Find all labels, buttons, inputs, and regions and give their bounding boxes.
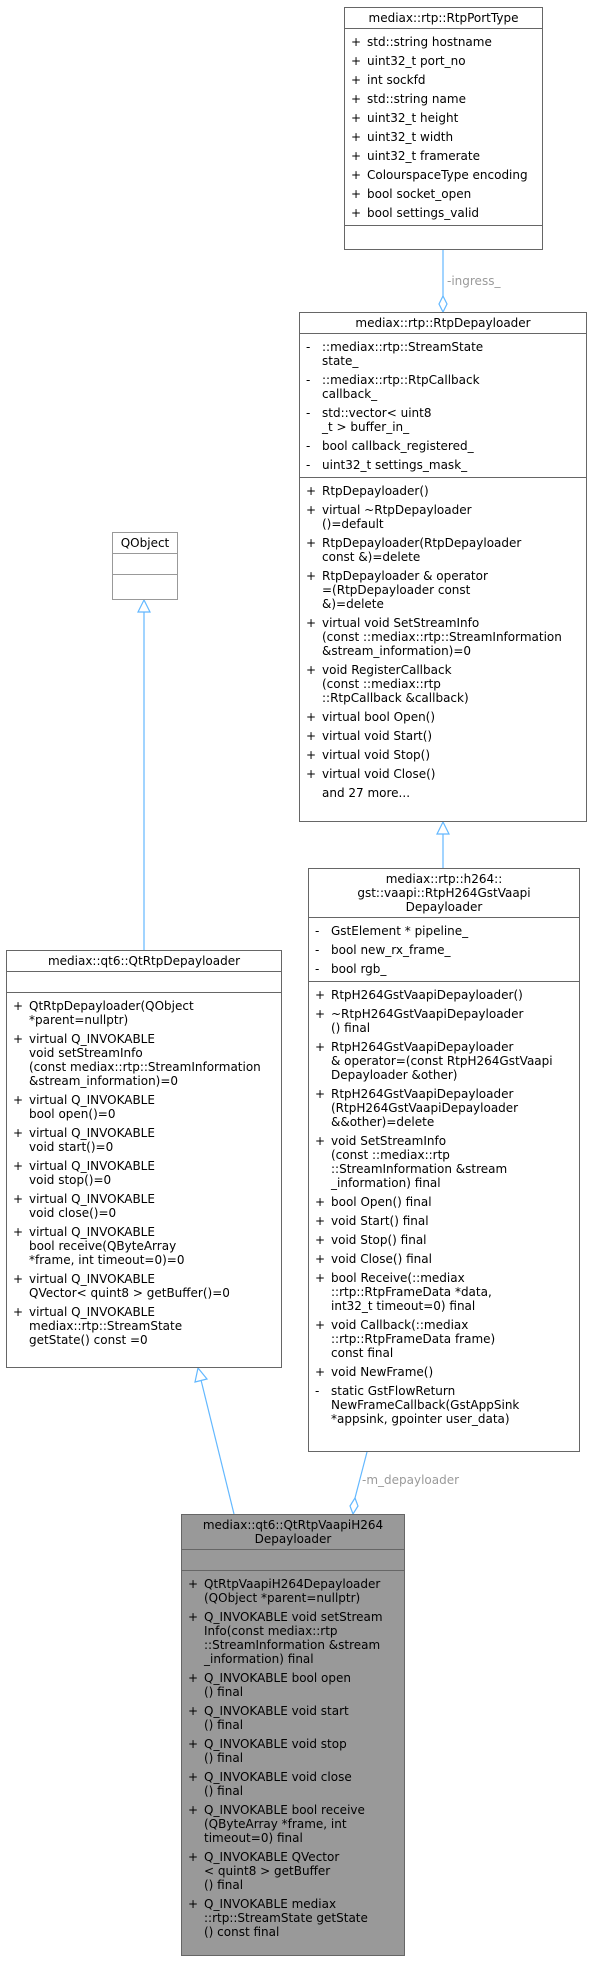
method-text: virtual void Close() xyxy=(322,767,436,781)
attributes-section xyxy=(300,334,586,478)
visibility-marker: - xyxy=(306,373,311,387)
method-text: Q_INVOKABLE mediax ::rtp::StreamState getState () const final xyxy=(204,1897,368,1939)
method-text: void Close() final xyxy=(331,1252,432,1266)
method-text: bool Open() final xyxy=(331,1195,432,1209)
visibility-marker: + xyxy=(315,1252,326,1266)
attribute-item xyxy=(300,436,586,455)
method-text: virtual Q_INVOKABLE mediax::rtp::StreamState getState() const =0 xyxy=(29,1305,183,1347)
class-rtp-depayloader[interactable] xyxy=(299,312,587,822)
method-text: Q_INVOKABLE void close () final xyxy=(204,1770,352,1798)
visibility-marker: + xyxy=(13,1272,24,1286)
attribute-item xyxy=(309,959,579,978)
visibility-marker: + xyxy=(13,1159,24,1173)
method-item xyxy=(300,500,586,533)
method-text: RtpDepayloader(RtpDepayloader const &)=delete xyxy=(322,536,522,564)
attribute-item xyxy=(345,127,542,146)
attribute-text: std::string hostname xyxy=(367,35,492,49)
method-text: Q_INVOKABLE void setStream Info(const mediax::rtp ::StreamInformation &stream _information) final xyxy=(204,1610,383,1666)
visibility-marker: + xyxy=(351,92,362,106)
method-text: Q_INVOKABLE void stop () final xyxy=(204,1737,347,1765)
method-text: RtpH264GstVaapiDepayloader & operator=(const RtpH264GstVaapi Depayloader &other) xyxy=(331,1040,553,1082)
qobject-inheritance-arrow xyxy=(138,600,150,612)
attribute-item xyxy=(300,337,586,370)
class-title: mediax::rtp::RtpDepayloader xyxy=(300,313,586,334)
visibility-marker: + xyxy=(306,616,317,630)
method-item xyxy=(309,1211,579,1230)
method-text: virtual Q_INVOKABLE void stop()=0 xyxy=(29,1159,155,1187)
visibility-marker: + xyxy=(351,168,362,182)
attribute-text: bool settings_valid xyxy=(367,206,480,220)
class-title: QObject xyxy=(113,533,177,554)
method-item xyxy=(309,1004,579,1037)
method-item xyxy=(309,985,579,1004)
visibility-marker: + xyxy=(13,1305,24,1319)
visibility-marker: + xyxy=(315,1007,326,1021)
visibility-marker: - xyxy=(306,406,311,420)
method-item xyxy=(309,1131,579,1192)
methods-section xyxy=(113,575,177,595)
method-text: QtRtpVaapiH264Depayloader (QObject *parent=nullptr) xyxy=(204,1577,381,1605)
method-item xyxy=(300,533,586,566)
visibility-marker: + xyxy=(13,1126,24,1140)
visibility-marker: + xyxy=(13,1093,24,1107)
method-item xyxy=(182,1701,404,1734)
method-text: void NewFrame() xyxy=(331,1365,434,1379)
visibility-marker: - xyxy=(306,458,311,472)
attribute-text: ::mediax::rtp::RtpCallback callback_ xyxy=(322,373,480,401)
method-text: virtual Q_INVOKABLE QVector< quint8 > getBuffer()=0 xyxy=(29,1272,230,1300)
attribute-item xyxy=(309,921,579,940)
method-text: ~RtpH264GstVaapiDepayloader () final xyxy=(331,1007,524,1035)
method-item xyxy=(309,1268,579,1315)
method-text: Q_INVOKABLE QVector < quint8 > getBuffer () final xyxy=(204,1850,340,1892)
visibility-marker: - xyxy=(306,439,311,453)
attribute-item xyxy=(345,51,542,70)
visibility-marker: - xyxy=(315,943,320,957)
visibility-marker: + xyxy=(306,569,317,583)
visibility-marker: + xyxy=(188,1897,199,1911)
method-item xyxy=(309,1192,579,1211)
visibility-marker: + xyxy=(306,729,317,743)
visibility-marker: + xyxy=(351,73,362,87)
visibility-marker: + xyxy=(315,1087,326,1101)
visibility-marker: + xyxy=(351,54,362,68)
attributes-section xyxy=(182,1550,404,1571)
method-item xyxy=(7,996,281,1029)
method-item xyxy=(300,783,586,802)
method-text: virtual Q_INVOKABLE void setStreamInfo (const mediax::rtp::StreamInformation &stream_information)=0 xyxy=(29,1032,261,1088)
visibility-marker: + xyxy=(315,1040,326,1054)
visibility-marker: + xyxy=(315,1195,326,1209)
visibility-marker: + xyxy=(13,1225,24,1239)
methods-section xyxy=(309,982,579,1431)
method-text: Q_INVOKABLE bool receive (QByteArray *frame, int timeout=0) final xyxy=(204,1803,365,1845)
class-rtp-h264-gst-vaapi-depayloader[interactable] xyxy=(308,868,580,1452)
attribute-text: bool new_rx_frame_ xyxy=(331,943,451,957)
visibility-marker: + xyxy=(188,1737,199,1751)
visibility-marker: + xyxy=(188,1803,199,1817)
method-text: void Start() final xyxy=(331,1214,429,1228)
method-item xyxy=(182,1767,404,1800)
method-text: virtual Q_INVOKABLE void close()=0 xyxy=(29,1192,155,1220)
visibility-marker: - xyxy=(306,340,311,354)
method-text: virtual ~RtpDepayloader ()=default xyxy=(322,503,472,531)
method-text: virtual void Stop() xyxy=(322,748,431,762)
visibility-marker: + xyxy=(315,1233,326,1247)
method-text: RtpH264GstVaapiDepayloader (RtpH264GstVaapiDepayloader &&other)=delete xyxy=(331,1087,519,1129)
attribute-item xyxy=(345,165,542,184)
attribute-text: uint32_t settings_mask_ xyxy=(322,458,468,472)
method-item xyxy=(7,1123,281,1156)
attribute-item xyxy=(300,455,586,474)
visibility-marker: + xyxy=(306,767,317,781)
attribute-text: uint32_t height xyxy=(367,111,459,125)
method-item xyxy=(182,1607,404,1668)
visibility-marker: + xyxy=(188,1671,199,1685)
method-item xyxy=(300,726,586,745)
attribute-text: ColourspaceType encoding xyxy=(367,168,528,182)
method-text: RtpH264GstVaapiDepayloader() xyxy=(331,988,523,1002)
visibility-marker: + xyxy=(306,536,317,550)
attribute-item xyxy=(300,403,586,436)
attribute-item xyxy=(345,146,542,165)
method-text: virtual void Start() xyxy=(322,729,433,743)
class-qt-rtp-depayloader[interactable] xyxy=(6,950,282,1368)
method-item xyxy=(309,1362,579,1381)
visibility-marker: + xyxy=(315,1134,326,1148)
method-item xyxy=(7,1189,281,1222)
method-text: Q_INVOKABLE bool open () final xyxy=(204,1671,351,1699)
attributes-section xyxy=(309,918,579,982)
class-title: mediax::rtp::h264:: gst::vaapi::RtpH264GstVaapi Depayloader xyxy=(309,869,579,918)
method-item xyxy=(182,1668,404,1701)
rtp-depayloader-inheritance-arrow xyxy=(437,822,449,834)
qt-depayloader-inheritance-edge xyxy=(201,1380,234,1514)
method-item xyxy=(300,707,586,726)
method-item xyxy=(300,481,586,500)
attribute-text: std::string name xyxy=(367,92,466,106)
attribute-text: bool callback_registered_ xyxy=(322,439,474,453)
method-item xyxy=(7,1302,281,1349)
attribute-text: std::vector< uint8 _t > buffer_in_ xyxy=(322,406,432,434)
visibility-marker: - xyxy=(315,924,320,938)
visibility-marker: + xyxy=(306,663,317,677)
class-qt-rtp-vaapi-h264-depayloader[interactable] xyxy=(181,1514,405,1956)
ingress-diamond xyxy=(439,296,447,312)
class-title: mediax::qt6::QtRtpVaapiH264 Depayloader xyxy=(182,1515,404,1550)
visibility-marker: + xyxy=(315,1365,326,1379)
attributes-section xyxy=(113,554,177,575)
attribute-text: ::mediax::rtp::StreamState state_ xyxy=(322,340,484,368)
method-text: RtpDepayloader() xyxy=(322,484,429,498)
attribute-text: uint32_t port_no xyxy=(367,54,466,68)
m-depayloader-diamond xyxy=(350,1498,358,1514)
method-item xyxy=(300,660,586,707)
class-title: mediax::rtp::RtpPortType xyxy=(345,8,542,29)
attribute-text: GstElement * pipeline_ xyxy=(331,924,469,938)
method-text: virtual Q_INVOKABLE void start()=0 xyxy=(29,1126,155,1154)
method-item xyxy=(309,1315,579,1362)
visibility-marker: + xyxy=(315,988,326,1002)
method-item xyxy=(7,1222,281,1269)
visibility-marker: - xyxy=(315,962,320,976)
visibility-marker: + xyxy=(351,206,362,220)
visibility-marker: + xyxy=(351,187,362,201)
method-item xyxy=(300,745,586,764)
visibility-marker: + xyxy=(13,1192,24,1206)
methods-section xyxy=(182,1571,404,1944)
class-title: mediax::qt6::QtRtpDepayloader xyxy=(7,951,281,972)
visibility-marker: + xyxy=(188,1704,199,1718)
method-item xyxy=(300,764,586,783)
method-item xyxy=(300,613,586,660)
method-text: Q_INVOKABLE void start () final xyxy=(204,1704,349,1732)
visibility-marker: + xyxy=(315,1271,326,1285)
attributes-section xyxy=(7,972,281,993)
visibility-marker: + xyxy=(188,1850,199,1864)
m-depayloader-label: -m_depayloader xyxy=(362,1473,460,1487)
method-text: void Callback(::mediax ::rtp::RtpFrameData frame) const final xyxy=(331,1318,496,1360)
method-text: virtual void SetStreamInfo (const ::mediax::rtp::StreamInformation &stream_information)=0 xyxy=(322,616,562,658)
visibility-marker: + xyxy=(351,149,362,163)
class-rtp-port-type[interactable] xyxy=(344,7,543,250)
method-item xyxy=(309,1381,579,1428)
method-text: virtual Q_INVOKABLE bool receive(QByteArray *frame, int timeout=0)=0 xyxy=(29,1225,185,1267)
method-text: void RegisterCallback (const ::mediax::rtp ::RtpCallback &callback) xyxy=(322,663,469,705)
method-text: QtRtpDepayloader(QObject *parent=nullptr) xyxy=(29,999,194,1027)
method-text: void Stop() final xyxy=(331,1233,427,1247)
attribute-item xyxy=(345,108,542,127)
method-item xyxy=(309,1230,579,1249)
visibility-marker: + xyxy=(306,710,317,724)
visibility-marker: + xyxy=(306,484,317,498)
visibility-marker: + xyxy=(351,130,362,144)
attribute-item xyxy=(345,70,542,89)
methods-section xyxy=(7,993,281,1352)
method-item xyxy=(182,1800,404,1847)
method-item xyxy=(182,1847,404,1894)
method-text: and 27 more... xyxy=(322,786,411,800)
visibility-marker xyxy=(304,786,322,800)
method-item xyxy=(7,1156,281,1189)
attribute-text: int sockfd xyxy=(367,73,426,87)
attribute-item xyxy=(345,89,542,108)
qt-depayloader-inheritance-arrow xyxy=(195,1368,207,1382)
attribute-item xyxy=(300,370,586,403)
visibility-marker: + xyxy=(315,1214,326,1228)
method-item xyxy=(182,1894,404,1941)
method-item xyxy=(309,1037,579,1084)
attribute-item xyxy=(309,940,579,959)
methods-section xyxy=(345,226,542,246)
visibility-marker: + xyxy=(306,748,317,762)
method-item xyxy=(182,1574,404,1607)
attribute-item xyxy=(345,203,542,222)
method-item xyxy=(309,1084,579,1131)
methods-section xyxy=(300,478,586,805)
visibility-marker: + xyxy=(188,1770,199,1784)
attribute-text: bool rgb_ xyxy=(331,962,387,976)
method-text: virtual Q_INVOKABLE bool open()=0 xyxy=(29,1093,155,1121)
attribute-text: bool socket_open xyxy=(367,187,472,201)
attribute-item xyxy=(345,184,542,203)
visibility-marker: + xyxy=(351,35,362,49)
visibility-marker: + xyxy=(188,1610,199,1624)
method-item xyxy=(300,566,586,613)
attributes-section xyxy=(345,29,542,226)
visibility-marker: + xyxy=(13,999,24,1013)
method-text: static GstFlowReturn NewFrameCallback(GstAppSink *appsink, gpointer user_data) xyxy=(331,1384,520,1426)
visibility-marker: + xyxy=(306,503,317,517)
method-text: void SetStreamInfo (const ::mediax::rtp ::StreamInformation &stream _information) final xyxy=(331,1134,508,1190)
visibility-marker: + xyxy=(351,111,362,125)
class-qobject[interactable] xyxy=(112,532,178,600)
attribute-item xyxy=(345,32,542,51)
visibility-marker: + xyxy=(13,1032,24,1046)
ingress-label: -ingress_ xyxy=(447,274,501,288)
attribute-text: uint32_t width xyxy=(367,130,454,144)
method-item xyxy=(7,1029,281,1090)
visibility-marker: + xyxy=(188,1577,199,1591)
method-text: bool Receive(::mediax ::rtp::RtpFrameData *data, int32_t timeout=0) final xyxy=(331,1271,492,1313)
method-item xyxy=(309,1249,579,1268)
attribute-text: uint32_t framerate xyxy=(367,149,480,163)
method-item xyxy=(182,1734,404,1767)
visibility-marker: + xyxy=(315,1318,326,1332)
method-text: RtpDepayloader & operator =(RtpDepayloader const &)=delete xyxy=(322,569,488,611)
method-text: virtual bool Open() xyxy=(322,710,436,724)
method-item xyxy=(7,1269,281,1302)
method-item xyxy=(7,1090,281,1123)
visibility-marker: - xyxy=(315,1384,320,1398)
